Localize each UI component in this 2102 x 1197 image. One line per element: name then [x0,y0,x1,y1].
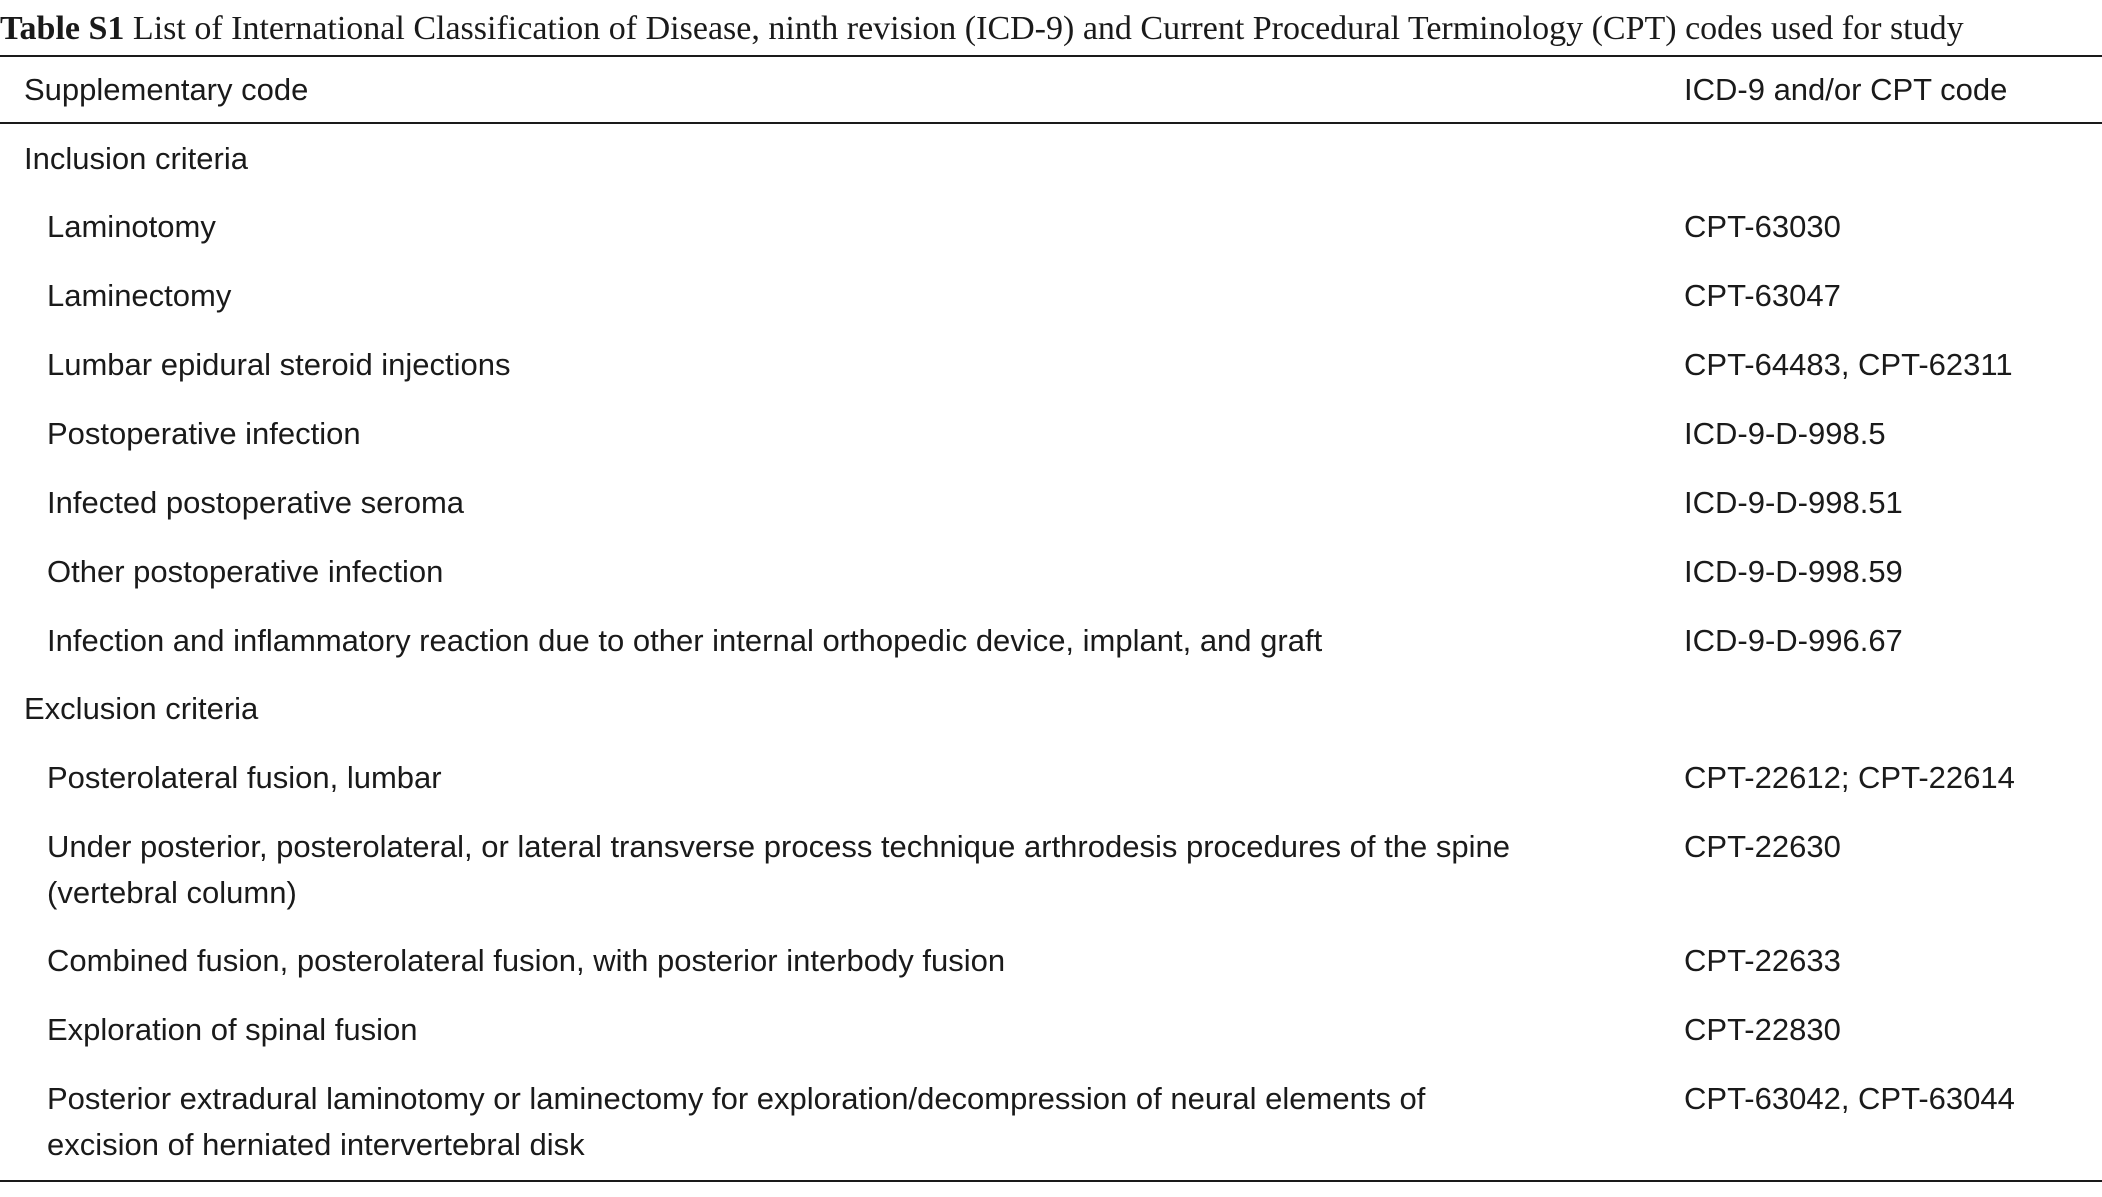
row-code: CPT-63042, CPT-63044 [1684,1081,2015,1116]
row-description: Combined fusion, posterolateral fusion, with posterior interbody fusion [47,943,1006,978]
table-caption [0,6,2102,52]
row-code: CPT-22630 [1684,829,1841,864]
row-description-line-2: (vertebral column) [47,875,297,910]
row-description: Posterolateral fusion, lumbar [47,760,442,795]
row-code: CPT-63047 [1684,278,1841,313]
row-code: CPT-22633 [1684,943,1841,978]
row-description: Exploration of spinal fusion [47,1012,418,1047]
row-description-line-1: Posterior extradural laminotomy or laminectomy for exploration/decompression of neural elements of [47,1081,1426,1116]
row-code: CPT-64483, CPT-62311 [1684,347,2013,382]
top-rule [0,55,2102,57]
section-title: Inclusion criteria [24,141,248,176]
column-header-supplementary-code: Supplementary code [24,72,309,107]
row-code: CPT-22612; CPT-22614 [1684,760,2015,795]
row-description: Lumbar epidural steroid injections [47,347,511,382]
row-description [47,824,1647,916]
row-code: ICD-9-D-996.67 [1684,623,1903,658]
row-description [47,1076,1647,1168]
column-header-icd9-cpt-code: ICD-9 and/or CPT code [1684,72,2008,107]
row-code: ICD-9-D-998.5 [1684,416,1886,451]
row-code: CPT-63030 [1684,209,1841,244]
row-description: Infected postoperative seroma [47,485,465,520]
row-code: CPT-22830 [1684,1012,1841,1047]
row-description-line-1: Under posterior, posterolateral, or lateral transverse process technique arthrodesis procedures of the spine [47,829,1510,864]
row-description: Other postoperative infection [47,554,444,589]
row-description: Laminectomy [47,278,232,313]
bottom-rule [0,1180,2102,1182]
row-description: Infection and inflammatory reaction due to other internal orthopedic device, implant, and graft [47,623,1323,658]
section-title: Exclusion criteria [24,691,259,726]
row-description: Postoperative infection [47,416,361,451]
row-description-line-2: excision of herniated intervertebral disk [47,1127,585,1162]
header-rule [0,122,2102,124]
table-label: Table S1 [0,10,125,47]
row-code: ICD-9-D-998.59 [1684,554,1903,589]
table-title: List of International Classification of Disease, ninth revision (ICD-9) and Current Procedural Terminology (CPT) codes used for study [132,10,1964,47]
row-description: Laminotomy [47,209,216,244]
row-code: ICD-9-D-998.51 [1684,485,1903,520]
